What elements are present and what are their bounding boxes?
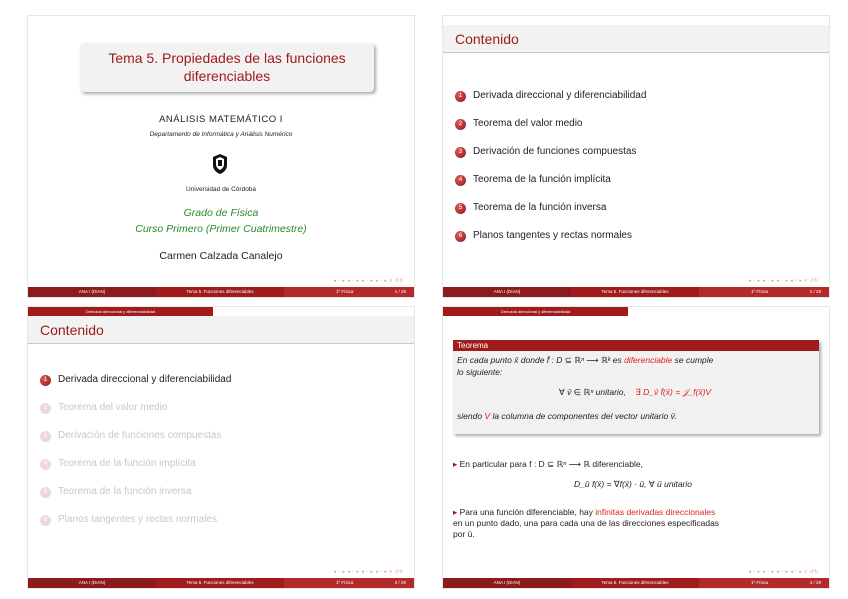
section-bar [28, 307, 414, 316]
toc-label: Teorema de la función inversa [473, 202, 607, 213]
section-tab[interactable] [28, 307, 213, 316]
footer-left: ANA I (DIAN) [28, 578, 156, 588]
theorem-line2: lo siguiente: [457, 367, 503, 377]
frame-title-text: Contenido [40, 322, 104, 338]
department: Departamento de Informática y Análisis Numérico [149, 131, 293, 138]
formula-left: ∀ v̄ ∈ ℝⁿ unitario, [558, 387, 626, 397]
arrow-icon: ▸ [453, 507, 460, 517]
frame-title [443, 25, 829, 53]
bullet-number: 6 [40, 515, 51, 526]
text: Para una función diferenciable, hay [459, 507, 596, 517]
page-number: 3 / 29 [394, 580, 406, 585]
footer [28, 578, 414, 588]
bullet-number: 1 [455, 91, 466, 102]
toc-label: Derivada direccional y diferenciabilidad [473, 90, 647, 101]
bullet-number: 1 [40, 375, 51, 386]
slide-title-line1: Tema 5. Propiedades de las funciones [108, 50, 346, 66]
footer-center: Tema 5. Funciones diferenciables [571, 287, 699, 297]
subject: ANÁLISIS MATEMÁTICO I [159, 114, 283, 125]
slide-1 [28, 16, 414, 297]
bullet-number: 2 [40, 403, 51, 414]
frame-title-text: Contenido [455, 31, 519, 47]
footer-course: 1º Física [336, 580, 354, 585]
bullet-number: 3 [40, 431, 51, 442]
nav-symbols[interactable]: ◂ ▫ ▸ ◂ ▫ ▸ ◂ ▫ ▸ ◂ ▫ ▸ ≡ ↺↻ [748, 569, 819, 575]
degree: Grado de Física [183, 207, 259, 219]
arrow-icon: ▸ [453, 459, 460, 469]
theorem-block [453, 340, 819, 434]
section-label: Derivada direccional y diferenciabilidad [500, 309, 571, 314]
slide-2 [443, 16, 829, 297]
toc-label: Derivación de funciones compuestas [58, 430, 222, 441]
footer-right [284, 287, 414, 297]
nav-symbols[interactable]: ◂ ▫ ▸ ◂ ▫ ▸ ◂ ▫ ▸ ◂ ▫ ▸ ≡ ↺↻ [333, 278, 404, 284]
bullet-number: 6 [455, 231, 466, 242]
section-label: Derivada direccional y diferenciabilidad [85, 309, 156, 314]
slide-title-line2: diferenciables [183, 68, 271, 84]
footer-left: ANA I (DIAN) [443, 578, 571, 588]
bullet-number: 4 [455, 175, 466, 186]
university-logo-icon [212, 154, 228, 174]
gradient-formula: D_ū f(x̄) = ∇f(x̄) · ū, ∀ ū unitario [573, 479, 693, 489]
frame-title [28, 316, 414, 344]
bullet-number: 4 [40, 459, 51, 470]
footer-center: Tema 5. Funciones diferenciables [571, 578, 699, 588]
text: la columna de componentes del vector unitario v̄. [490, 411, 678, 421]
theorem-line3 [457, 410, 813, 422]
bullet-number: 3 [455, 147, 466, 158]
toc-label: Teorema del valor medio [473, 118, 583, 129]
bullet-number: 5 [455, 203, 466, 214]
title-rule [28, 343, 414, 344]
footer [28, 287, 414, 297]
course: Curso Primero (Primer Cuatrimestre) [135, 223, 307, 235]
nav-symbols[interactable]: ◂ ▫ ▸ ◂ ▫ ▸ ◂ ▫ ▸ ◂ ▫ ▸ ≡ ↺↻ [748, 278, 819, 284]
paragraph-1 [453, 459, 813, 470]
theorem-line1 [457, 354, 813, 366]
page-number: 1 / 29 [394, 289, 406, 294]
text: siendo [457, 411, 485, 421]
title-box [80, 43, 374, 92]
highlight-text: diferenciable [624, 355, 673, 365]
toc-label: Planos tangentes y rectas normales [473, 230, 632, 241]
theorem-header: Teorema [453, 340, 819, 351]
footer-right [284, 578, 414, 588]
paragraph-2-line2: en un punto dado, una para cada una de las direcciones especificadas [453, 518, 720, 528]
toc-label: Teorema de la función implícita [58, 458, 196, 469]
toc-label: Teorema de la función inversa [58, 486, 192, 497]
footer-right [699, 287, 829, 297]
slide-3 [28, 307, 414, 588]
university: Universidad de Córdoba [185, 186, 257, 193]
text: se cumple [672, 355, 714, 365]
title-rule [443, 52, 829, 53]
slide-4 [443, 307, 829, 588]
theorem-formula [457, 386, 813, 398]
footer-course: 1º Física [336, 289, 354, 294]
highlight-text: infinitas derivadas direccionales [595, 507, 716, 517]
footer-center: Tema 5. Funciones diferenciables [156, 578, 284, 588]
highlight-text: V [484, 411, 491, 421]
paragraph-2 [453, 507, 813, 518]
section-bar [443, 307, 829, 316]
footer-left: ANA I (DIAN) [443, 287, 571, 297]
toc-label: Derivación de funciones compuestas [473, 146, 637, 157]
page-number: 4 / 29 [809, 580, 821, 585]
footer-course: 1º Física [751, 580, 769, 585]
bullet-number: 2 [455, 119, 466, 130]
bullet-number: 5 [40, 487, 51, 498]
text: En particular para f : D ⊆ ℝⁿ ⟶ ℝ diferenciable, [459, 459, 643, 469]
formula-right: ∃ D_v̄ f̄(x̄) = 𝒥_f(x̄)V [635, 387, 712, 397]
footer-left: ANA I (DIAN) [28, 287, 156, 297]
toc-label: Derivada direccional y diferenciabilidad [58, 374, 232, 385]
footer-right [699, 578, 829, 588]
nav-symbols[interactable]: ◂ ▫ ▸ ◂ ▫ ▸ ◂ ▫ ▸ ◂ ▫ ▸ ≡ ↺↻ [333, 569, 404, 575]
toc-label: Teorema del valor medio [58, 402, 168, 413]
section-tab[interactable] [443, 307, 628, 316]
page-number: 2 / 29 [809, 289, 821, 294]
toc-label: Teorema de la función implícita [473, 174, 611, 185]
footer-center: Tema 5. Funciones diferenciables [156, 287, 284, 297]
footer [443, 287, 829, 297]
footer-course: 1º Física [751, 289, 769, 294]
author: Carmen Calzada Canalejo [159, 250, 283, 262]
toc-label: Planos tangentes y rectas normales [58, 514, 217, 525]
footer [443, 578, 829, 588]
text: En cada punto x̄ donde f̄ : D ⊆ ℝⁿ ⟶ ℝᵏ es [457, 355, 625, 365]
paragraph-2-line3: por ū. [453, 529, 475, 539]
